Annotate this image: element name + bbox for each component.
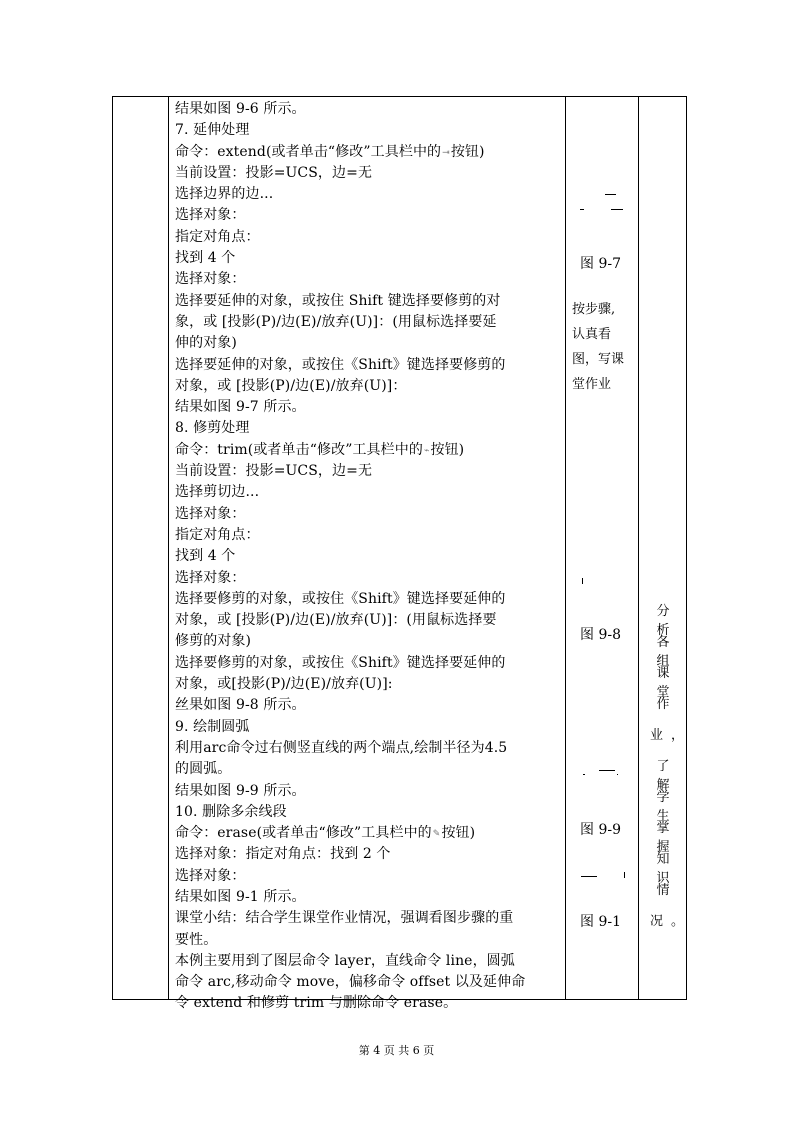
- content-line-text: 选择要修剪的对象，或按住《Shift》键选择要延伸的: [175, 590, 506, 607]
- content-line: [175, 184, 560, 205]
- content-line-text: 当前设置：投影=UCS，边=无: [175, 463, 373, 480]
- content-line-text: 对象，或 [投影(P)/边(E)/放弃(U)]：(用鼠标选择要: [175, 612, 497, 629]
- content-line-text: 选择对象：: [175, 271, 246, 288]
- content-line-text: 命令：trim(或者单击“修改”工具栏中的: [175, 441, 423, 458]
- column-divider-1: [168, 96, 169, 1000]
- task-note-line: 认真看: [572, 327, 612, 342]
- content-line: [175, 844, 560, 865]
- evaluation-line: 况。: [650, 914, 693, 929]
- evaluation-line: 知识: [656, 852, 678, 886]
- content-line-text: 找到 4 个: [175, 548, 236, 565]
- content-line: [175, 142, 560, 163]
- content-line: [175, 333, 560, 354]
- content-line: [175, 355, 560, 376]
- content-line-text: 选择要延伸的对象，或按住 Shift 键选择要修剪的对: [175, 292, 501, 309]
- content-line-text: 选择对象：: [175, 569, 246, 586]
- content-line-text: 选择对象：指定对角点：找到 2 个: [175, 846, 391, 863]
- content-line-text: 7. 延伸处理: [175, 122, 250, 139]
- evaluation-line: 分析: [656, 604, 678, 638]
- content-line: [175, 376, 560, 397]
- content-line: [175, 781, 560, 802]
- figure-9-9-caption: 图 9-9: [580, 822, 621, 838]
- column-divider-2: [565, 96, 566, 1000]
- content-line: [175, 802, 560, 823]
- content-line: [175, 674, 560, 695]
- content-line-text: 对象，或 [投影(P)/边(E)/放弃(U)]：: [175, 377, 407, 394]
- content-line: [175, 887, 560, 908]
- content-line-text: 修剪的对象): [175, 633, 252, 650]
- task-note-line: 图，写课: [572, 352, 625, 367]
- evaluation-column: [650, 600, 693, 941]
- content-line: [175, 269, 560, 290]
- evaluation-line: 作: [656, 697, 678, 712]
- content-line: [175, 99, 560, 120]
- content-line-text: 利用arc命令过右侧竖直线的两个端点,绘制半径为4.5: [175, 739, 508, 756]
- button-suffix-text: 按钮): [430, 441, 465, 458]
- content-line: [175, 163, 560, 184]
- content-line: [175, 759, 560, 780]
- content-line: [175, 248, 560, 269]
- trim-icon: ⌁: [423, 445, 430, 456]
- content-line-text: 选择要延伸的对象，或按住《Shift》键选择要修剪的: [175, 356, 506, 373]
- content-line: [175, 930, 560, 951]
- content-line: [175, 312, 560, 333]
- content-line: [175, 653, 560, 674]
- content-line-text: 命令：erase(或者单击“修改”工具栏中的: [175, 825, 432, 842]
- content-line-text: 找到 4 个: [175, 250, 236, 267]
- figure-9-7-caption: 图 9-7: [580, 256, 621, 272]
- content-line-text: 命令：extend(或者单击“修改”工具栏中的: [175, 143, 442, 160]
- content-line-text: 结果如图 9-9 所示。: [175, 782, 306, 799]
- figure-9-1-caption: 图 9-1: [580, 914, 621, 930]
- content-line: [175, 205, 560, 226]
- content-line: [175, 418, 560, 439]
- evaluation-line: 各组: [656, 635, 678, 669]
- content-line-text: 当前设置：投影=UCS，边=无: [175, 164, 373, 181]
- task-note: [572, 297, 634, 397]
- content-line-text: 课堂小结：结合学生课堂作业情况，强调看图步骤的重: [175, 910, 514, 927]
- content-line: [175, 993, 560, 1014]
- content-line-text: 9. 绘制圆弧: [175, 718, 250, 735]
- page-footer: 第 4 页 共 6 页: [358, 1044, 435, 1057]
- content-line-text: 丝果如图 9-8 所示。: [175, 697, 306, 714]
- evaluation-line: 学生: [656, 790, 678, 824]
- content-line-text: 对象，或[投影(P)/边(E)/放弃(U)]:: [175, 676, 393, 693]
- evaluation-line: 情: [656, 883, 678, 898]
- content-line-text: 结果如图 9-6 所示。: [175, 101, 306, 117]
- content-line-text: 选择要修剪的对象，或按住《Shift》键选择要延伸的: [175, 654, 506, 671]
- content-line: [175, 951, 560, 972]
- content-line-text: 选择边界的边...: [175, 186, 274, 203]
- content-line: [175, 610, 560, 631]
- content-line: [175, 120, 560, 141]
- content-line: [175, 695, 560, 716]
- content-line-text: 要性。: [175, 931, 218, 948]
- evaluation-line: 业，: [650, 728, 693, 743]
- content-line-text: 结果如图 9-1 所示。: [175, 888, 306, 905]
- content-line: [175, 291, 560, 312]
- content-line-text: 选择对象：: [175, 207, 246, 224]
- evaluation-line: 掌握: [656, 821, 678, 855]
- content-line-text: 象，或 [投影(P)/边(E)/放弃(U)]：(用鼠标选择要延: [175, 313, 497, 330]
- content-line: [175, 717, 560, 738]
- content-line-text: 指定对角点：: [175, 526, 260, 543]
- content-line-text: 10. 删除多余线段: [175, 803, 287, 820]
- content-line-text: 的圆弧。: [175, 761, 232, 778]
- content-line-text: 命令 arc,移动命令 move，偏移命令 offset 以及延伸命: [175, 974, 526, 991]
- content-line-text: 8. 修剪处理: [175, 420, 250, 437]
- content-line: [175, 823, 560, 844]
- evaluation-line: 课堂: [656, 666, 678, 700]
- content-line: [175, 440, 560, 461]
- content-line: [175, 738, 560, 759]
- content-line: [175, 482, 560, 503]
- extend-icon: ⇥: [442, 147, 450, 158]
- task-note-line: 按步骤,: [572, 302, 616, 317]
- content-line-text: 选择对象：: [175, 505, 246, 522]
- content-line-text: 选择对象：: [175, 867, 246, 884]
- content-line: [175, 972, 560, 993]
- content-line-text: 结果如图 9-7 所示。: [175, 399, 306, 416]
- content-line-text: 指定对角点：: [175, 228, 260, 245]
- content-line-text: 本例主要用到了图层命令 layer，直线命令 line，圆弧: [175, 952, 515, 969]
- content-line: [175, 397, 560, 418]
- content-line-text: 伸的对象): [175, 335, 237, 352]
- figure-9-8-caption: 图 9-8: [580, 627, 621, 643]
- content-line-text: 令 extend 和修剪 trim 与删除命令 erase。: [175, 995, 458, 1012]
- content-line: [175, 525, 560, 546]
- lesson-content: [175, 99, 560, 1015]
- erase-icon: ✎: [432, 829, 441, 840]
- button-suffix-text: 按钮): [441, 825, 476, 842]
- content-line: [175, 589, 560, 610]
- content-line: [175, 908, 560, 929]
- content-line-text: 选择剪切边...: [175, 484, 260, 501]
- content-line: [175, 546, 560, 567]
- content-line: [175, 504, 560, 525]
- task-note-line: 堂作业: [572, 377, 612, 392]
- content-line: [175, 227, 560, 248]
- content-line: [175, 631, 560, 652]
- button-suffix-text: 按钮): [450, 143, 485, 160]
- content-line: [175, 866, 560, 887]
- content-line: [175, 568, 560, 589]
- column-divider-3: [638, 96, 639, 1000]
- evaluation-line: 了解: [656, 759, 678, 793]
- content-line: [175, 461, 560, 482]
